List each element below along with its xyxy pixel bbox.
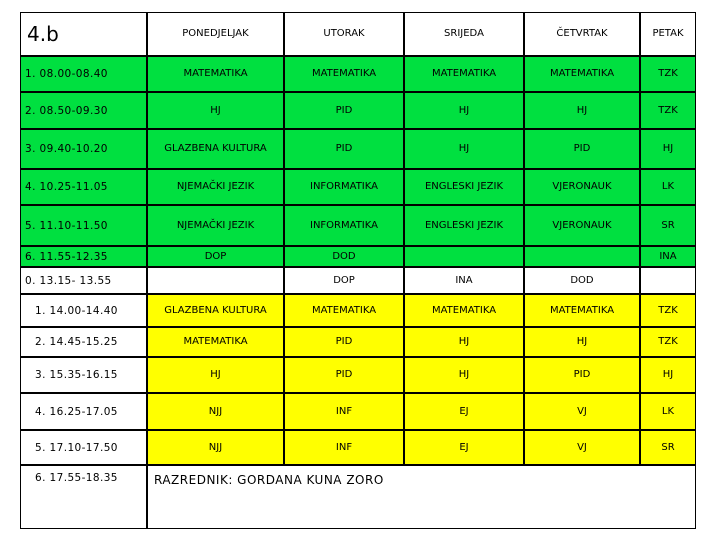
subject-cell: INF: [284, 430, 404, 465]
day-header-utorak: UTORAK: [284, 12, 404, 56]
subject-cell: PID: [524, 357, 640, 393]
period-time: 4. 16.25-17.05: [20, 393, 147, 430]
subject-cell: MATEMATIKA: [147, 56, 284, 92]
subject-cell: INFORMATIKA: [284, 169, 404, 205]
subject-cell: INA: [640, 246, 696, 267]
subject-cell: HJ: [640, 357, 696, 393]
subject-cell: VJERONAUK: [524, 169, 640, 205]
subject-cell: ENGLESKI JEZIK: [404, 169, 524, 205]
subject-cell: VJERONAUK: [524, 205, 640, 246]
subject-cell: NJEMAČKI JEZIK: [147, 205, 284, 246]
subject-cell: LK: [640, 169, 696, 205]
class-title: 4.b: [20, 12, 147, 56]
period-time: 6. 17.55-18.35: [20, 465, 147, 529]
subject-cell: DOD: [524, 267, 640, 294]
subject-cell: MATEMATIKA: [284, 294, 404, 327]
subject-cell: TZK: [640, 56, 696, 92]
subject-cell: GLAZBENA KULTURA: [147, 129, 284, 169]
subject-cell: MATEMATIKA: [404, 294, 524, 327]
subject-cell: MATEMATIKA: [524, 56, 640, 92]
subject-cell: INA: [404, 267, 524, 294]
subject-cell: [404, 246, 524, 267]
subject-cell: HJ: [404, 327, 524, 357]
teacher-name: RAZREDNIK: GORDANA KUNA ZORO: [147, 465, 696, 529]
subject-cell: PID: [284, 327, 404, 357]
day-header-četvrtak: ČETVRTAK: [524, 12, 640, 56]
period-time: 0. 13.15- 13.55: [20, 267, 147, 294]
subject-cell: VJ: [524, 430, 640, 465]
subject-cell: PID: [284, 357, 404, 393]
subject-cell: TZK: [640, 92, 696, 129]
subject-cell: VJ: [524, 393, 640, 430]
subject-cell: HJ: [524, 327, 640, 357]
day-header-petak: PETAK: [640, 12, 696, 56]
period-time: 5. 17.10-17.50: [20, 430, 147, 465]
subject-cell: EJ: [404, 430, 524, 465]
subject-cell: EJ: [404, 393, 524, 430]
period-time: 2. 14.45-15.25: [20, 327, 147, 357]
period-time: 3. 09.40-10.20: [20, 129, 147, 169]
subject-cell: HJ: [404, 129, 524, 169]
subject-cell: HJ: [147, 92, 284, 129]
subject-cell: PID: [284, 129, 404, 169]
subject-cell: DOD: [284, 246, 404, 267]
subject-cell: MATEMATIKA: [404, 56, 524, 92]
subject-cell: PID: [284, 92, 404, 129]
subject-cell: TZK: [640, 327, 696, 357]
subject-cell: SR: [640, 430, 696, 465]
period-time: 3. 15.35-16.15: [20, 357, 147, 393]
subject-cell: HJ: [404, 357, 524, 393]
subject-cell: MATEMATIKA: [284, 56, 404, 92]
period-time: 5. 11.10-11.50: [20, 205, 147, 246]
day-header-ponedjeljak: PONEDJELJAK: [147, 12, 284, 56]
subject-cell: DOP: [147, 246, 284, 267]
period-time: 2. 08.50-09.30: [20, 92, 147, 129]
subject-cell: SR: [640, 205, 696, 246]
subject-cell: [147, 267, 284, 294]
subject-cell: [524, 246, 640, 267]
subject-cell: [640, 267, 696, 294]
day-header-srijeda: SRIJEDA: [404, 12, 524, 56]
subject-cell: HJ: [147, 357, 284, 393]
subject-cell: PID: [524, 129, 640, 169]
subject-cell: ENGLESKI JEZIK: [404, 205, 524, 246]
period-time: 6. 11.55-12.35: [20, 246, 147, 267]
subject-cell: INF: [284, 393, 404, 430]
period-time: 1. 14.00-14.40: [20, 294, 147, 327]
subject-cell: INFORMATIKA: [284, 205, 404, 246]
subject-cell: NJEMAČKI JEZIK: [147, 169, 284, 205]
subject-cell: MATEMATIKA: [524, 294, 640, 327]
subject-cell: TZK: [640, 294, 696, 327]
subject-cell: GLAZBENA KULTURA: [147, 294, 284, 327]
subject-cell: NJJ: [147, 430, 284, 465]
subject-cell: LK: [640, 393, 696, 430]
subject-cell: MATEMATIKA: [147, 327, 284, 357]
subject-cell: HJ: [524, 92, 640, 129]
subject-cell: HJ: [404, 92, 524, 129]
subject-cell: HJ: [640, 129, 696, 169]
subject-cell: DOP: [284, 267, 404, 294]
period-time: 1. 08.00-08.40: [20, 56, 147, 92]
subject-cell: NJJ: [147, 393, 284, 430]
period-time: 4. 10.25-11.05: [20, 169, 147, 205]
